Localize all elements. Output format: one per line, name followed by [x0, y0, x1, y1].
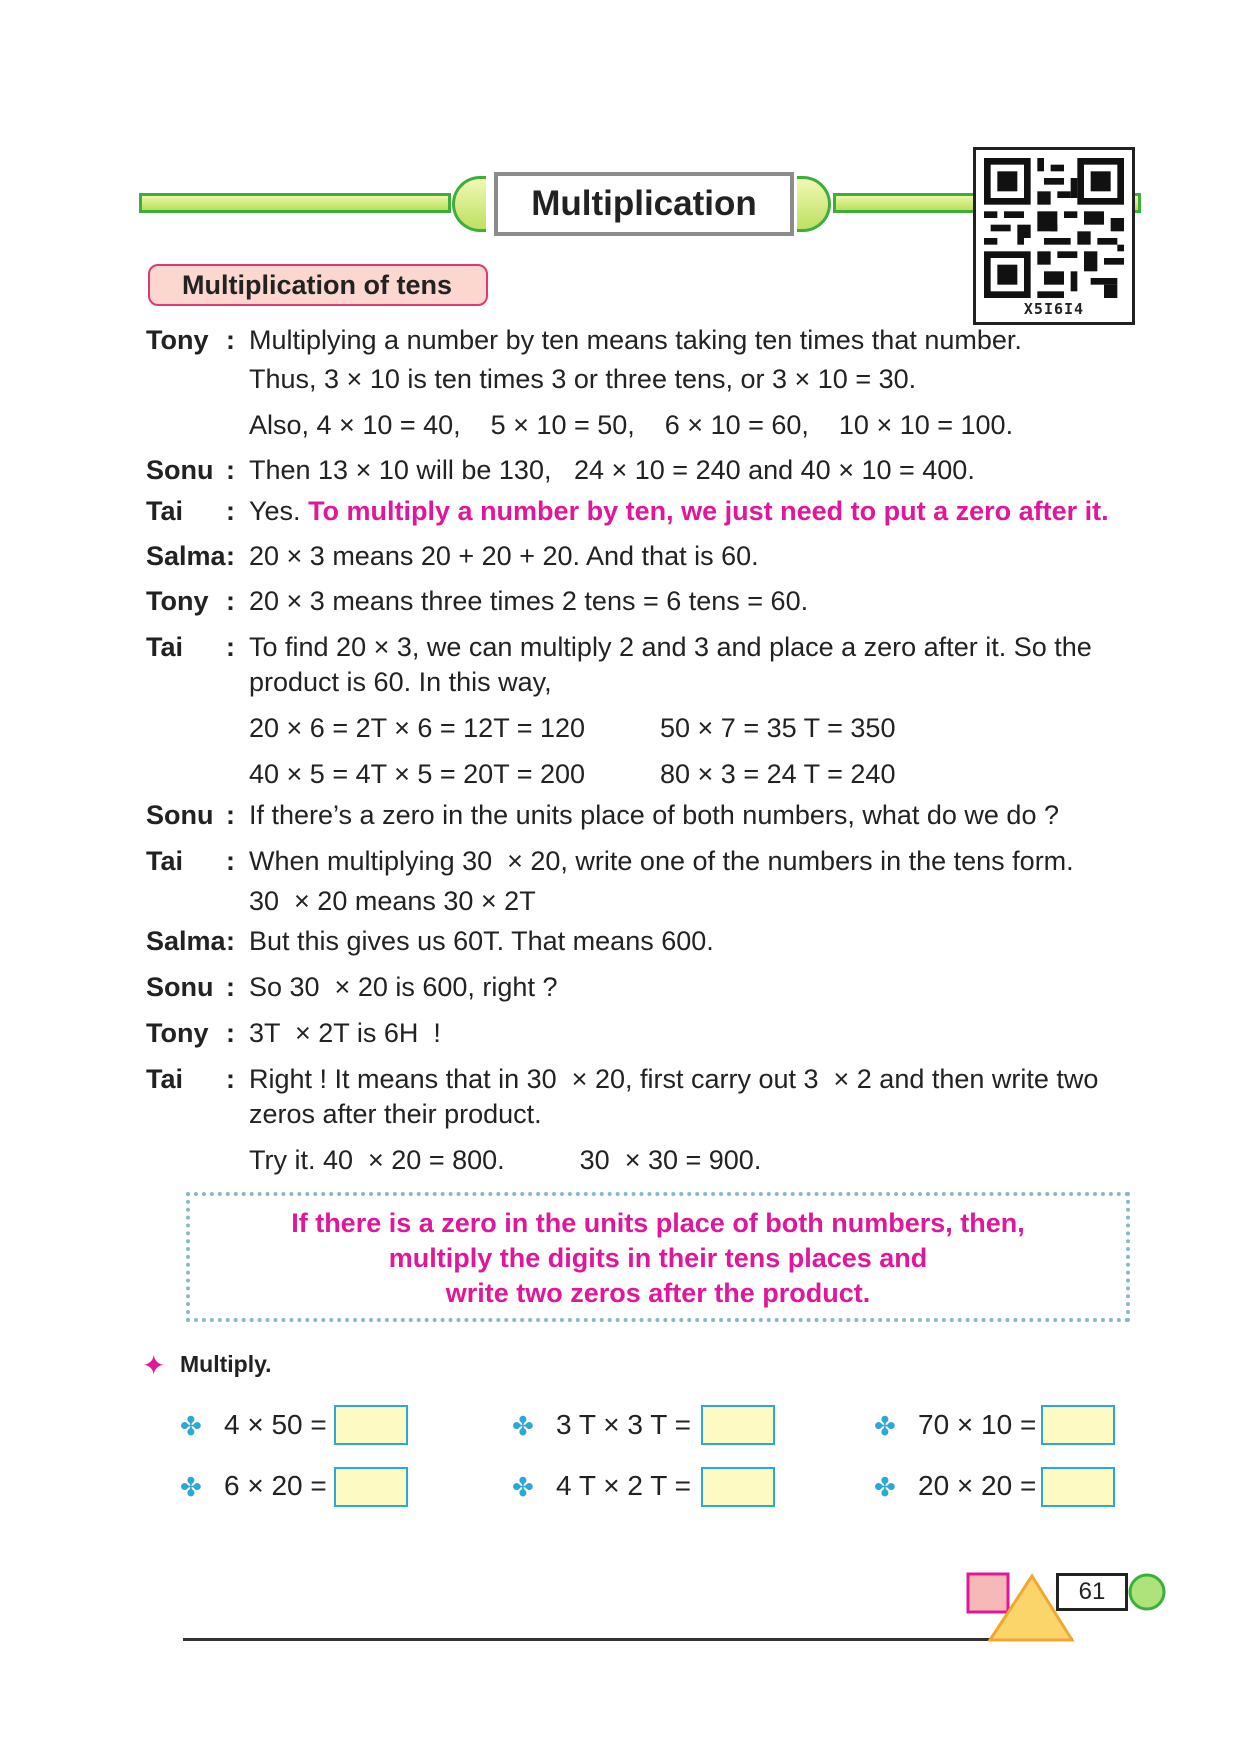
dialogue-line: zeros after their product.: [249, 1099, 542, 1129]
dialogue-line: To find 20 × 3, we can multiply 2 and 3 and place a zero after it. So the: [249, 632, 1092, 662]
speaker-colon: :: [226, 846, 235, 876]
speaker-label: Tai: [146, 846, 184, 876]
example-equation: 80 × 3 = 24 T = 240: [660, 759, 896, 789]
answer-box[interactable]: [1041, 1405, 1115, 1445]
speaker-label: Salma: [146, 541, 226, 571]
dialogue-line: 20 × 3 means three times 2 tens = 6 tens = 60.: [249, 586, 809, 616]
exercise-problem: 4 × 50 =: [224, 1409, 327, 1440]
speaker-label: Salma: [146, 926, 226, 956]
speaker-colon: :: [226, 496, 235, 526]
speaker-colon: :: [226, 325, 235, 355]
answer-box[interactable]: [334, 1467, 408, 1507]
green-circle-icon: [1127, 1572, 1171, 1614]
speaker-label: Tony: [146, 586, 209, 616]
dialogue-line: Thus, 3 × 10 is ten times 3 or three tens, or 3 × 10 = 30.: [249, 364, 917, 394]
answer-box[interactable]: [1041, 1467, 1115, 1507]
footer-rule: [183, 1638, 1073, 1641]
answer-box[interactable]: [701, 1405, 775, 1445]
speaker-label: Sonu: [146, 972, 214, 1002]
dialogue-line: Right ! It means that in 30 × 20, first carry out 3 × 2 and then write two: [249, 1064, 1099, 1094]
answer-box[interactable]: [701, 1467, 775, 1507]
dialogue-line: 3T × 2T is 6H !: [249, 1018, 441, 1048]
dialogue-line: 20 × 3 means 20 + 20 + 20. And that is 60.: [249, 541, 759, 571]
qr-code[interactable]: [973, 147, 1135, 325]
speaker-label: Sonu: [146, 455, 214, 485]
page-title: Multiplication: [494, 172, 794, 236]
dialogue-line: 30 × 20 means 30 × 2T: [249, 886, 536, 916]
clover-bullet-icon: ✤: [512, 1472, 534, 1502]
highlight-rule: To multiply a number by ten, we just need to put a zero after it.: [308, 496, 1109, 526]
speaker-colon: :: [226, 541, 235, 571]
dialogue-line: If there’s a zero in the units place of both numbers, what do we do ?: [249, 800, 1059, 830]
dialogue-line: But this gives us 60T. That means 600.: [249, 926, 714, 956]
rule-line: multiply the digits in their tens places and: [388, 1243, 928, 1273]
header-cap-right: [797, 176, 831, 232]
speaker-label: Tai: [146, 496, 184, 526]
header-cap-left: [452, 176, 486, 232]
speaker-colon: :: [226, 1018, 235, 1048]
clover-bullet-icon: ✤: [512, 1411, 534, 1441]
speaker-colon: :: [226, 800, 235, 830]
exercise-problem: 70 × 10 =: [918, 1409, 1037, 1440]
clover-bullet-icon: ✤: [874, 1472, 896, 1502]
speaker-colon: :: [226, 1064, 235, 1094]
qr-pattern-icon: [984, 158, 1124, 298]
clover-bullet-icon: ✤: [180, 1472, 202, 1502]
speaker-colon: :: [226, 632, 235, 662]
speaker-label: Tony: [146, 325, 209, 355]
exercise-heading: Multiply.: [180, 1351, 272, 1377]
qr-code-label: X5I6I4: [1023, 300, 1085, 318]
dialogue-line: So 30 × 20 is 600, right ?: [249, 972, 558, 1002]
dialogue-line: When multiplying 30 × 20, write one of the numbers in the tens form.: [249, 846, 1074, 876]
answer-box[interactable]: [334, 1405, 408, 1445]
exercise-problem: 4 T × 2 T =: [556, 1470, 691, 1501]
speaker-label: Tai: [146, 1064, 184, 1094]
star-icon: ✦: [142, 1350, 166, 1381]
header-bar-left: [139, 193, 451, 213]
exercise-problem: 3 T × 3 T =: [556, 1409, 691, 1440]
example-equation: 50 × 7 = 35 T = 350: [660, 713, 896, 743]
exercise-problem: 20 × 20 =: [918, 1470, 1037, 1501]
speaker-colon: :: [226, 586, 235, 616]
speaker-colon: :: [226, 972, 235, 1002]
dialogue-line: Try it. 40 × 20 = 800. 30 × 30 = 900.: [249, 1145, 762, 1175]
speaker-label: Sonu: [146, 800, 214, 830]
example-equation: 40 × 5 = 4T × 5 = 20T = 200: [249, 759, 586, 789]
rule-line: write two zeros after the product.: [445, 1278, 871, 1308]
dialogue-line: Multiplying a number by ten means taking ten times that number.: [249, 325, 1022, 355]
clover-bullet-icon: ✤: [874, 1411, 896, 1441]
clover-bullet-icon: ✤: [180, 1411, 202, 1441]
exercise-problem: 6 × 20 =: [224, 1470, 327, 1501]
speaker-label: Tony: [146, 1018, 209, 1048]
rule-box: [186, 1192, 1130, 1322]
dialogue-plain: Yes.: [249, 496, 309, 526]
speaker-label: Tai: [146, 632, 184, 662]
speaker-colon: :: [226, 455, 235, 485]
example-equation: 20 × 6 = 2T × 6 = 12T = 120: [249, 713, 586, 743]
section-title: Multiplication of tens: [148, 264, 488, 306]
dialogue-line: Also, 4 × 10 = 40, 5 × 10 = 50, 6 × 10 = 60, 10 × 10 = 100.: [249, 410, 1014, 440]
page-number: 61: [1056, 1573, 1128, 1611]
dialogue-line: Then 13 × 10 will be 130, 24 × 10 = 240 and 40 × 10 = 400.: [249, 455, 975, 485]
speaker-colon: :: [226, 926, 235, 956]
dialogue-line: product is 60. In this way,: [249, 667, 552, 697]
dialogue-line: [249, 496, 1109, 527]
rule-line: If there is a zero in the units place of both numbers, then,: [291, 1208, 1025, 1238]
